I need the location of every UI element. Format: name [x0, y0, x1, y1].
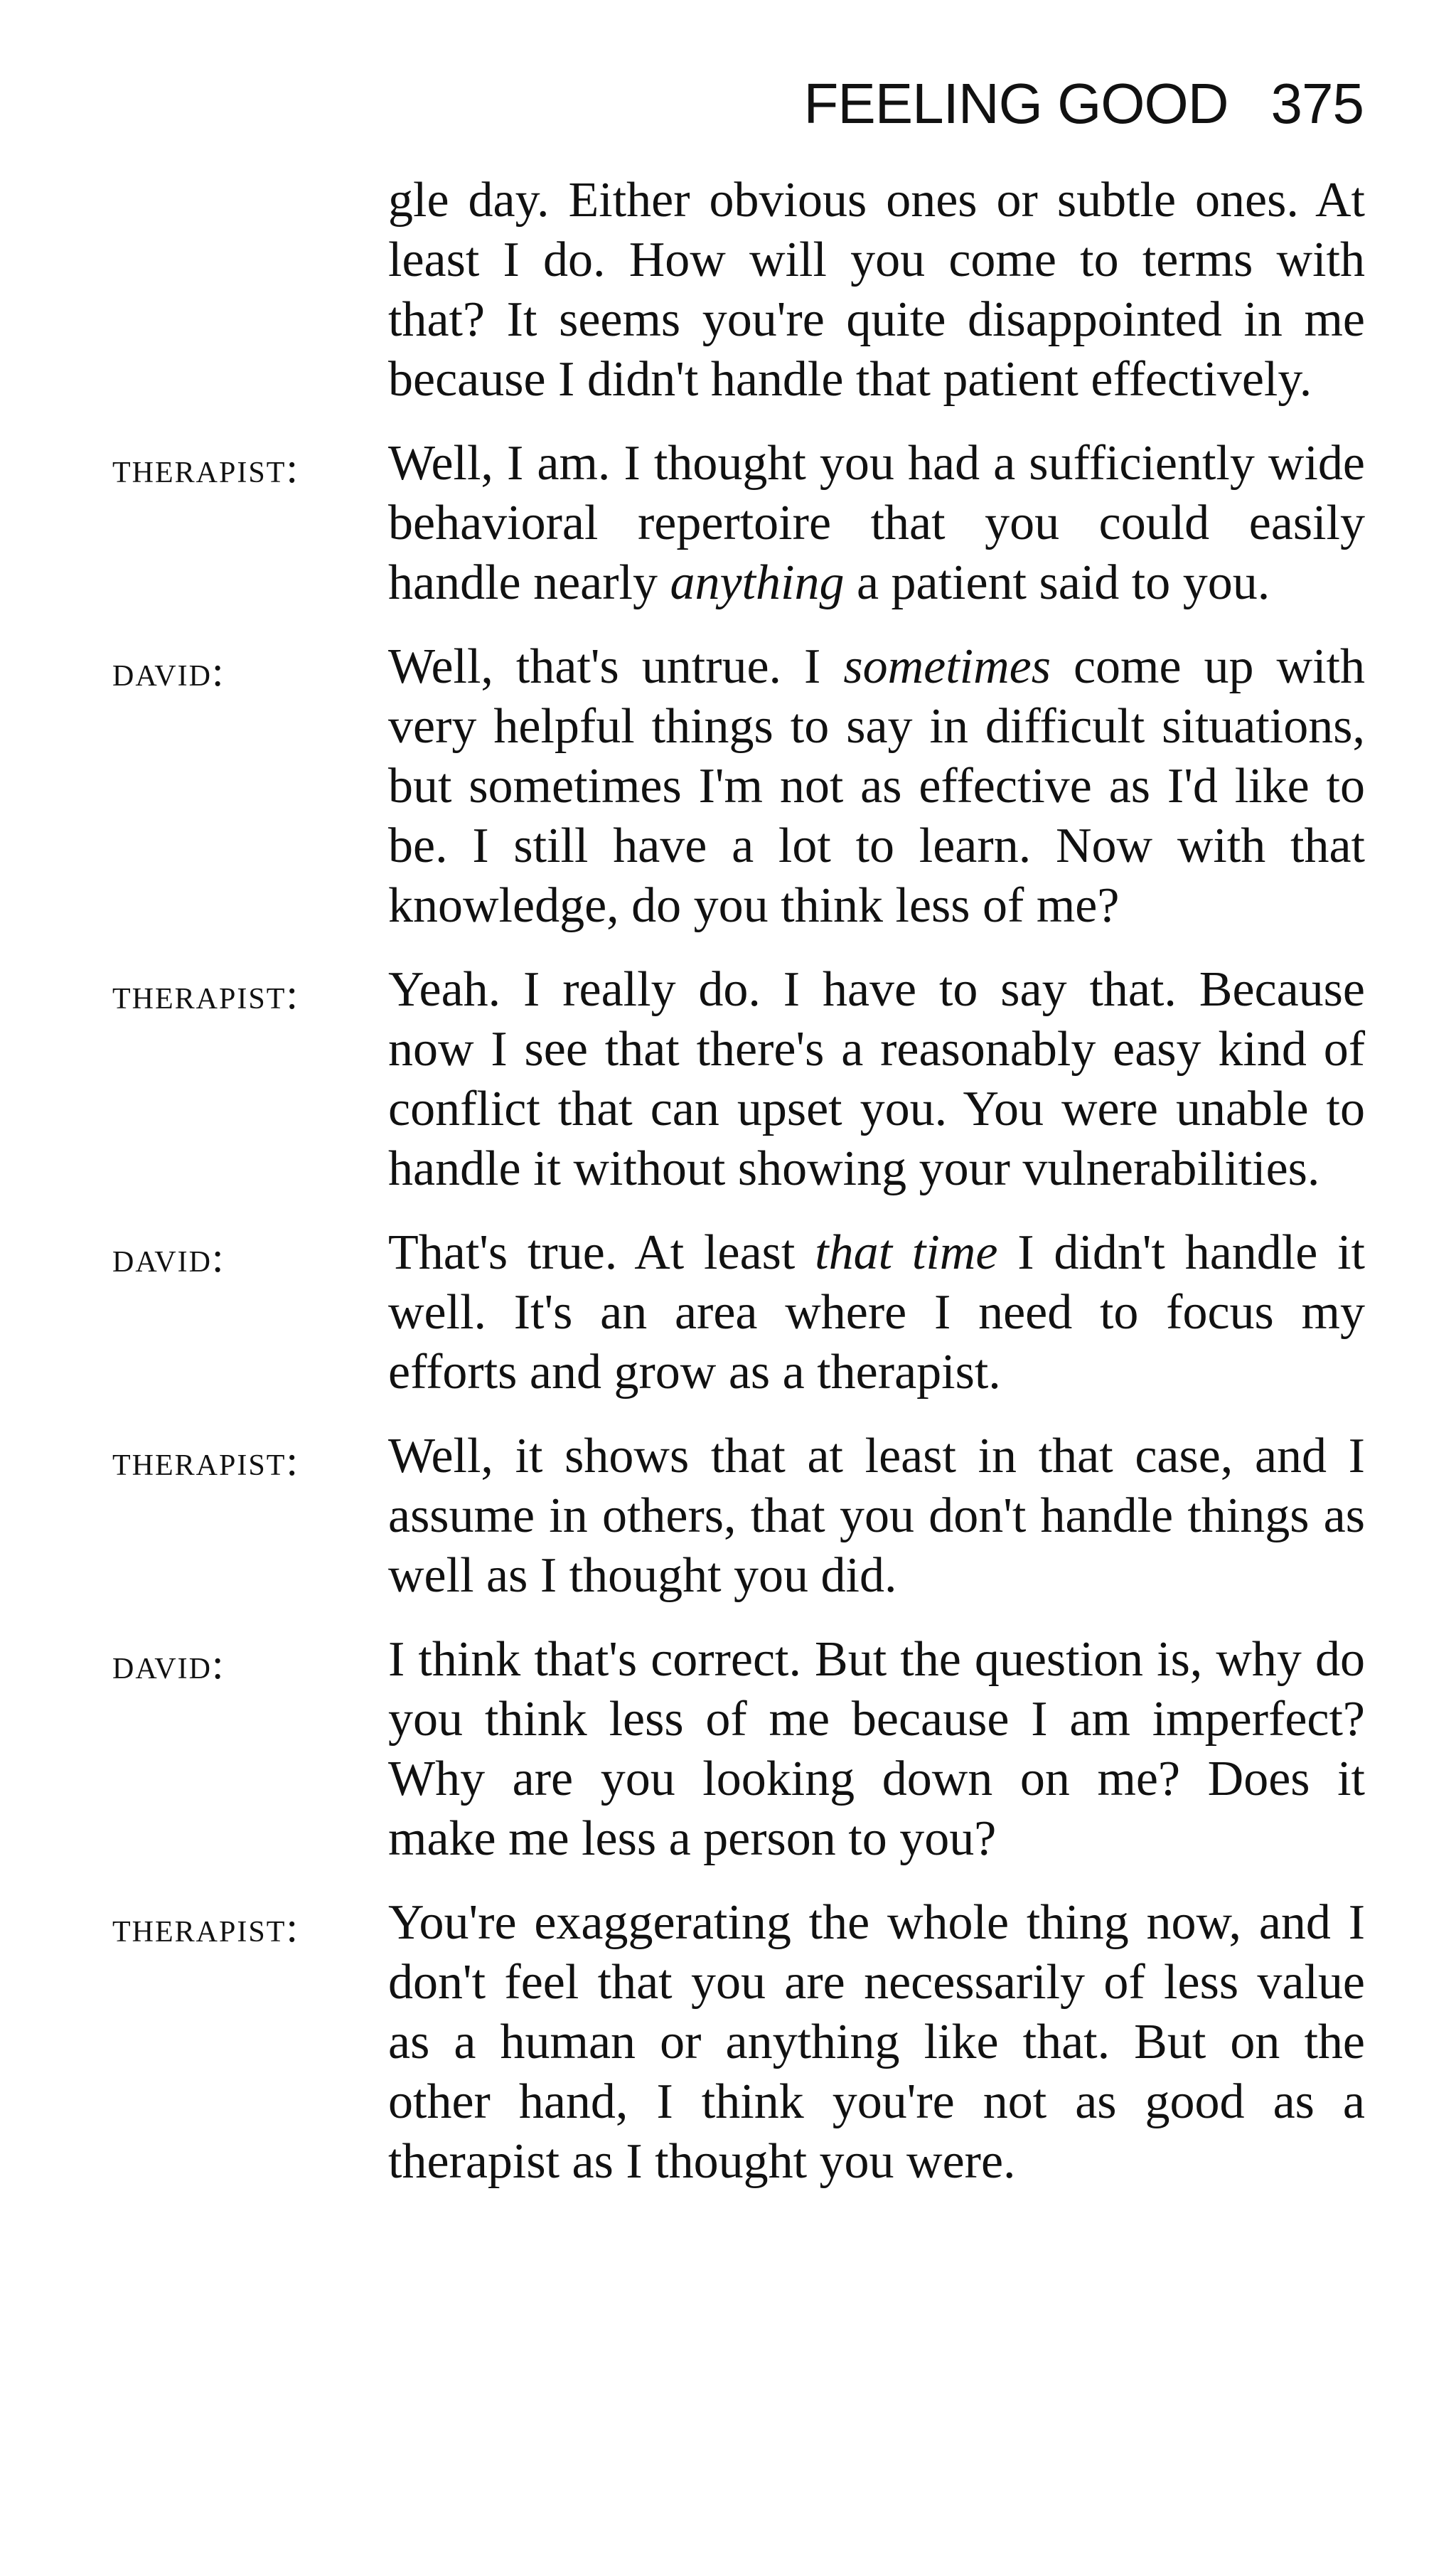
- emphasis: sometimes: [843, 639, 1051, 694]
- speaker-label: therapist:: [112, 444, 300, 491]
- speaker-label: david:: [112, 1641, 225, 1688]
- speaker-label: therapist:: [112, 1437, 300, 1484]
- dialogue-entry: [112, 1223, 1365, 1402]
- speaker-label: david:: [112, 1234, 225, 1281]
- speaker-label: therapist:: [112, 971, 300, 1018]
- speech-text: Yeah. I really do. I have to say that. Because now I see that there's a reasonably easy kind of conflict that can upset you. You were unable to handle it without showing your vulnerabilities.: [388, 962, 1365, 1196]
- running-title: FEELING GOOD: [803, 72, 1228, 135]
- speech-text: Well, that's untrue. I sometimes come up with very helpful things to say in difficult situations, but sometimes I'm not as effective as I'd like to be. I still have a lot to learn. Now with that knowledge, do you think less of me?: [388, 639, 1365, 933]
- continued-paragraph: gle day. Either obvious ones or subtle ones. At least I do. How will you come to terms with that? It seems you're quite disappointed in me because I didn't handle that patient effectively.: [388, 173, 1365, 407]
- dialogue-entry: [112, 1427, 1365, 1606]
- speech-text: I think that's correct. But the question is, why do you think less of me because I am imperfect? Why are you looking down on me? Does it make me less a person to you?: [388, 1632, 1365, 1866]
- body-text: [112, 171, 1365, 2216]
- emphasis: that time: [815, 1225, 998, 1280]
- speaker-label: david:: [112, 648, 225, 695]
- dialogue-entry: [112, 637, 1365, 936]
- running-header: [804, 71, 1364, 137]
- dialogue-entry: [112, 1893, 1365, 2192]
- speech-text: Well, I am. I thought you had a sufficiently wide behavioral repertoire that you could easily handle nearly anything a patient said to you.: [388, 436, 1365, 610]
- emphasis: anything: [670, 555, 845, 610]
- dialogue-entry: [112, 1630, 1365, 1869]
- page-number: 375: [1270, 72, 1364, 135]
- dialogue-entry: [112, 434, 1365, 613]
- speech-text: You're exaggerating the whole thing now, and I don't feel that you are necessarily of less value as a human or anything like that. But on the other hand, I think you're not as good as a therapist as I thought you were.: [388, 1895, 1365, 2189]
- dialogue-entry: [112, 960, 1365, 1199]
- speech-text: That's true. At least that time I didn't handle it well. It's an area where I need to focus my efforts and grow as a therapist.: [388, 1225, 1366, 1400]
- speech-text: Well, it shows that at least in that case, and I assume in others, that you don't handle things as well as I thought you did.: [388, 1429, 1365, 1603]
- speaker-label: therapist:: [112, 1904, 300, 1951]
